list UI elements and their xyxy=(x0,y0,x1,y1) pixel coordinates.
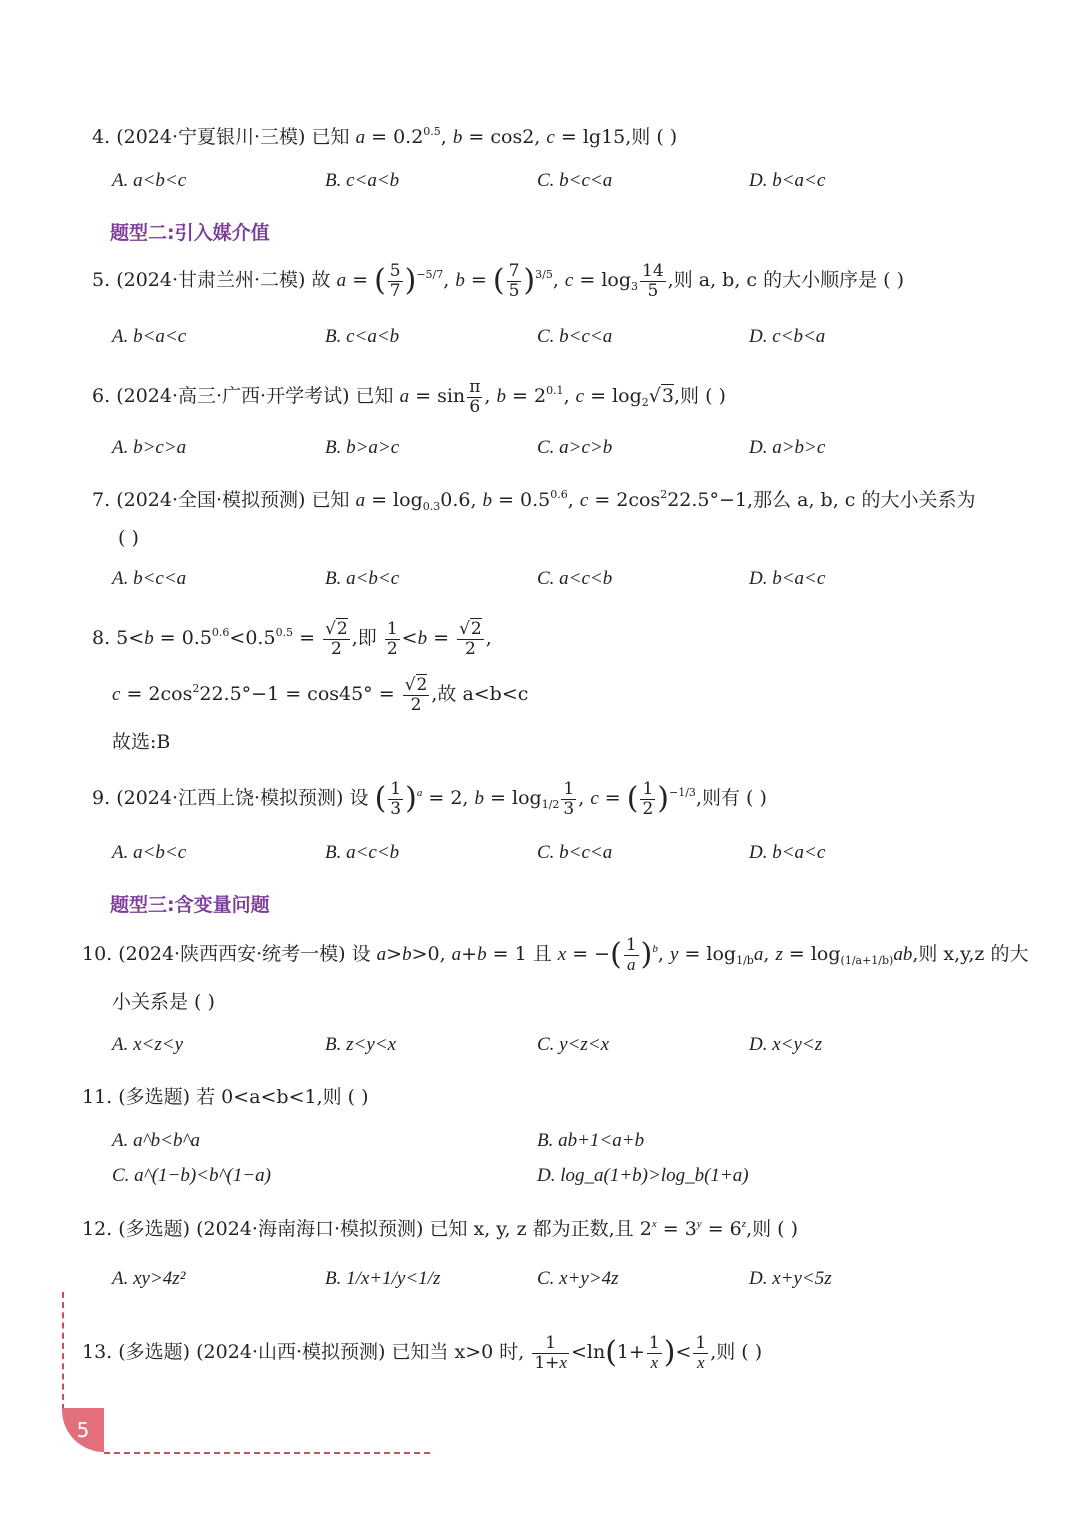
option-a: A. b>c>a xyxy=(112,437,187,458)
section-heading: 题型二:引入媒介值 xyxy=(110,222,270,244)
option-d: D. a>b>c xyxy=(749,437,826,458)
question-13: 13. (多选题) (2024·山西·模拟预测) 已知当 x>0 时, $\frac{1}{1+x}$ <ln(1+ $\frac{1}{x}$ )< $\frac{1}{x}$ ,则 ( ) xyxy=(82,1333,763,1373)
question-10-line2: 小关系是 ( ) xyxy=(112,991,215,1013)
question-12: 12. (多选题) (2024·海南海口·模拟预测) 已知 x, y, z 都为正数,且 $2^x = 3^y = 6^z$,则 ( ) xyxy=(82,1218,799,1240)
option-c: C. y<z<x xyxy=(537,1034,610,1055)
section-heading: 题型三:含变量问题 xyxy=(110,894,270,916)
page-border-horizontal xyxy=(104,1452,430,1454)
question-8-line2: $c = 2\cos^222.5^\circ-1 = \cos 45^\circ$ = $\frac{√2}{2}$ ,故 a<b<c xyxy=(112,675,529,715)
option-c: C. b<c<a xyxy=(537,170,613,191)
page-number: 5 xyxy=(62,1408,104,1452)
option-a: A. a<b<c xyxy=(112,170,187,191)
question-8: 8. $5<b = 0.5^{0.6}<0.5^{0.5}$ = $\frac{√2}{2}$ ,即 $\frac{1}{2}$ <b = $\frac{√2}{2}$ , xyxy=(92,619,492,659)
option-a: A. b<a<c xyxy=(112,326,187,347)
option-a: A. x<z<y xyxy=(112,1034,184,1055)
option-a: A. xy>4z² xyxy=(112,1268,186,1289)
option-c: C. b<c<a xyxy=(537,842,613,863)
option-c: C. a<c<b xyxy=(537,568,613,589)
question-11: 11. (多选题) 若 0<a<b<1,则 ( ) xyxy=(82,1086,369,1108)
option-d: D. log_a(1+b)>log_b(1+a) xyxy=(537,1165,749,1186)
option-b: B. a<b<c xyxy=(325,568,400,589)
option-a: A. a<b<c xyxy=(112,842,187,863)
question-7-paren: ( ) xyxy=(118,527,139,549)
option-c: C. x+y>4z xyxy=(537,1268,619,1289)
option-d: D. b<a<c xyxy=(749,568,826,589)
option-d: D. x+y<5z xyxy=(749,1268,832,1289)
option-a: A. b<c<a xyxy=(112,568,187,589)
option-b: B. ab+1<a+b xyxy=(537,1130,645,1151)
question-9: 9. (2024·江西上饶·模拟预测) 设 ( $\frac{1}{3}$ )$^a$ = 2, $b = \log_{1/2}$ $\frac{1}{3}$ , c = ( $\frac{1}{2}$ )$^{-1/3}$,则有 ( ) xyxy=(92,779,767,819)
question-6: 6. (2024·高三·广西·开学考试) 已知 a = sin $\frac{\pi}{6}$ , $b = 2^{0.1}$, $c = \log_2√3$,则 ( ) xyxy=(92,377,726,417)
option-b: B. z<y<x xyxy=(325,1034,397,1055)
option-d: D. c<b<a xyxy=(749,326,826,347)
option-d: D. b<a<c xyxy=(749,842,826,863)
option-d: D. x<y<z xyxy=(749,1034,823,1055)
option-b: B. a<c<b xyxy=(325,842,400,863)
option-c: C. b<c<a xyxy=(537,326,613,347)
option-d: D. b<a<c xyxy=(749,170,826,191)
option-a: A. a^b<b^a xyxy=(112,1130,200,1151)
question-5: 5. (2024·甘肃兰州·二模) 故 a = ( $\frac{5}{7}$ )$^{-5/7}$, b = ( $\frac{7}{5}$ )$^{3/5}$, $c = \log_3$ $\frac{14}{5}$ ,则 a, b, c 的大小顺序是 ( ) xyxy=(92,261,904,301)
question-7: 7. (2024·全国·模拟预测) 已知 $a = \log_{0.3}0.6$, $b = 0.5^{0.6}$, $c = 2\cos^222.5^\circ-1$,那么 a, b, c 的大小关系为 xyxy=(92,488,976,513)
question-4: 4. (2024·宁夏银川·三模) 已知 $a = 0.2^{0.5}$, b = cos2, c = lg15,则 ( ) xyxy=(92,125,678,148)
question-10: 10. (2024·陕西西安·统考一模) 设 a>b>0, a+b = 1 且 x = −( $\frac{1}{a}$ )$^b$, $y = \log_{1/b}a$, $z = \log_{(1/a+1/b)}ab$,则 x,y,z 的大 xyxy=(82,935,1029,974)
option-c: C. a^(1−b)<b^(1−a) xyxy=(112,1165,271,1186)
answer-text: 故选:B xyxy=(112,731,171,753)
option-b: B. c<a<b xyxy=(325,326,400,347)
page-border-vertical xyxy=(62,1292,64,1410)
option-c: C. a>c>b xyxy=(537,437,613,458)
option-b: B. c<a<b xyxy=(325,170,400,191)
option-b: B. 1/x+1/y<1/z xyxy=(325,1268,441,1289)
option-b: B. b>a>c xyxy=(325,437,400,458)
